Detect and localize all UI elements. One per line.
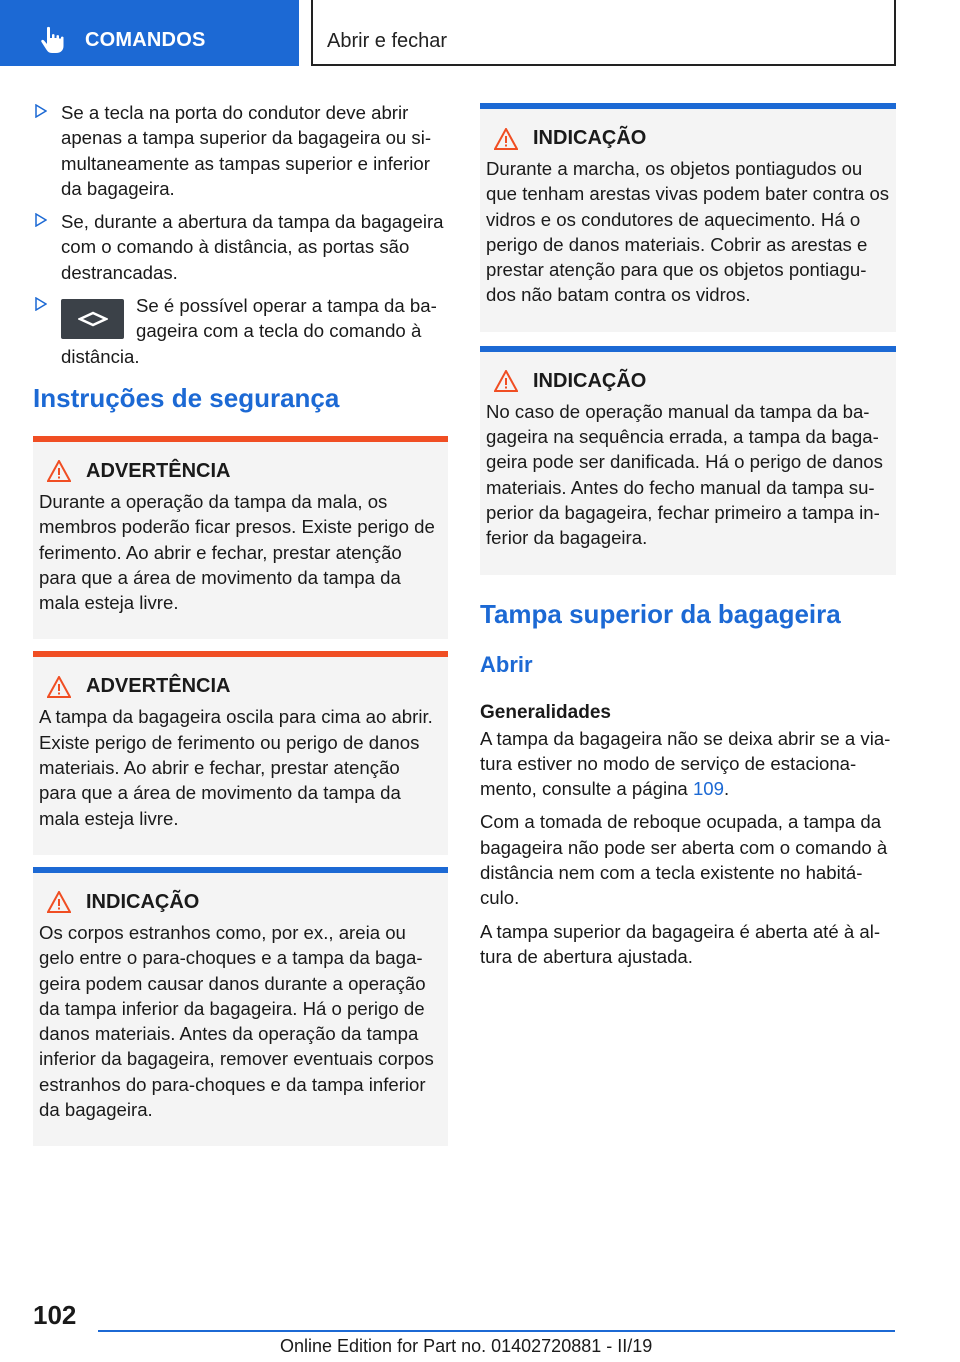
notice-title: INDICAÇÃO <box>533 369 647 392</box>
bullet-text: Se é possível operar a tampa da ba-gageira com a tecla do comando à distância. <box>61 295 437 367</box>
trunk-button-image <box>61 299 124 339</box>
notice-text: A tampa da bagageira oscila para cima ao abrir. Existe perigo de ferimento ou perigo de danos materiais. Ao abrir e fechar, prestar atenção para que a área de movimento da tampa da mala esteja livre. <box>39 706 433 829</box>
minor-title-general: Generalidades <box>480 701 611 723</box>
triangle-bullet-icon <box>35 213 47 227</box>
notice-text: No caso de operação manual da tampa da ba-gageira na sequência errada, a tampa da baga-geira pode ser danificada. Há o perigo de danos materiais. Antes do fecho manual da tampa su-perior da bagageira, fechar primeiro a tampa in-ferior da bagageira. <box>486 400 883 549</box>
chapter-tab-label: COMANDOS <box>85 29 206 51</box>
page-number: 102 <box>33 1300 77 1330</box>
triangle-bullet-icon <box>35 297 47 311</box>
section-title-safety: Instruções de segurança <box>33 382 340 413</box>
warning-triangle-icon <box>494 128 518 150</box>
warning-box <box>33 436 448 639</box>
notice-text: Durante a marcha, os objetos pontiagudos ou que tenham arestas vivas podem bater contra os vidros e os condutores de aquecimento. Há o perigo de danos materiais. Cobrir as arestas e prestar atenção para que os objetos pontiagu-dos não batam contra os vidros. <box>486 158 890 306</box>
notice-text: Os corpos estranhos como, por ex., areia ou gelo entre o para-choques e a tampa da baga-geira podem causar danos durante a operação da tampa inferior da bagageira. Há o perigo de danos materiais. Antes da operação da tampa inferior da bagageira, remover eventuais corpos estranhos do para-choques e da tampa inferior da bagageira. <box>39 921 434 1121</box>
hand-pointer-icon <box>38 26 68 54</box>
notice-title: ADVERTÊNCIA <box>86 675 231 698</box>
notice-title: INDICAÇÃO <box>533 127 647 149</box>
footer-divider <box>98 1330 895 1332</box>
trunk-chevron-icon <box>78 311 108 327</box>
paragraph: Com a tomada de reboque ocupada, a tampa da bagageira não pode ser aberta com o comando à distância nem com a tecla existente no habitá-culo. <box>480 811 888 909</box>
notice-title: INDICAÇÃO <box>86 890 200 913</box>
section-title-trunk-lid: Tampa superior da bagageira <box>480 598 841 629</box>
subsection-title-open: Abrir <box>480 651 533 677</box>
warning-triangle-icon <box>47 676 71 698</box>
page-link[interactable]: 109 <box>692 778 724 800</box>
bullet-item <box>33 293 448 369</box>
bullet-text: Se a tecla na porta do condutor deve abrir apenas a tampa superior da bagageira ou si-multaneamente as tampas superior e inferior da bagageira. <box>61 102 432 199</box>
triangle-bullet-icon <box>35 104 47 118</box>
warning-triangle-icon <box>47 891 71 913</box>
bullet-item <box>33 209 448 285</box>
paragraph-text: A tampa da bagageira não se deixa abrir se a via-tura estiver no modo de serviço de estaciona-mento, consulte a página <box>480 727 891 800</box>
warning-triangle-icon <box>47 460 71 482</box>
page-header <box>0 0 960 66</box>
chapter-tab <box>0 0 299 66</box>
bullet-text: Se, durante a abertura da tampa da bagageira com o comando à distância, as portas são destrancadas. <box>61 211 444 283</box>
info-box <box>480 346 896 575</box>
chapter-title-box <box>311 0 896 66</box>
edition-text: Online Edition for Part no. 01402720881 - II/19 <box>280 1336 653 1356</box>
paragraph <box>480 726 896 802</box>
bullet-item <box>33 100 448 201</box>
warning-triangle-icon <box>494 370 518 392</box>
info-box <box>480 103 896 332</box>
warning-box <box>33 651 448 854</box>
notice-text: Durante a operação da tampa da mala, os membros poderão ficar presos. Existe perigo de ferimento. Ao abrir e fechar, prestar atenção para que a área de movimento da tampa da mala esteja livre. <box>39 490 435 614</box>
notice-title: ADVERTÊNCIA <box>86 459 231 482</box>
right-column <box>480 103 896 977</box>
paragraph-text: . <box>723 778 730 800</box>
paragraph: A tampa superior da bagageira é aberta até à al-tura de abertura ajustada. <box>480 920 881 967</box>
left-column <box>33 100 448 1158</box>
info-box <box>33 867 448 1146</box>
chapter-title: Abrir e fechar <box>327 30 448 52</box>
